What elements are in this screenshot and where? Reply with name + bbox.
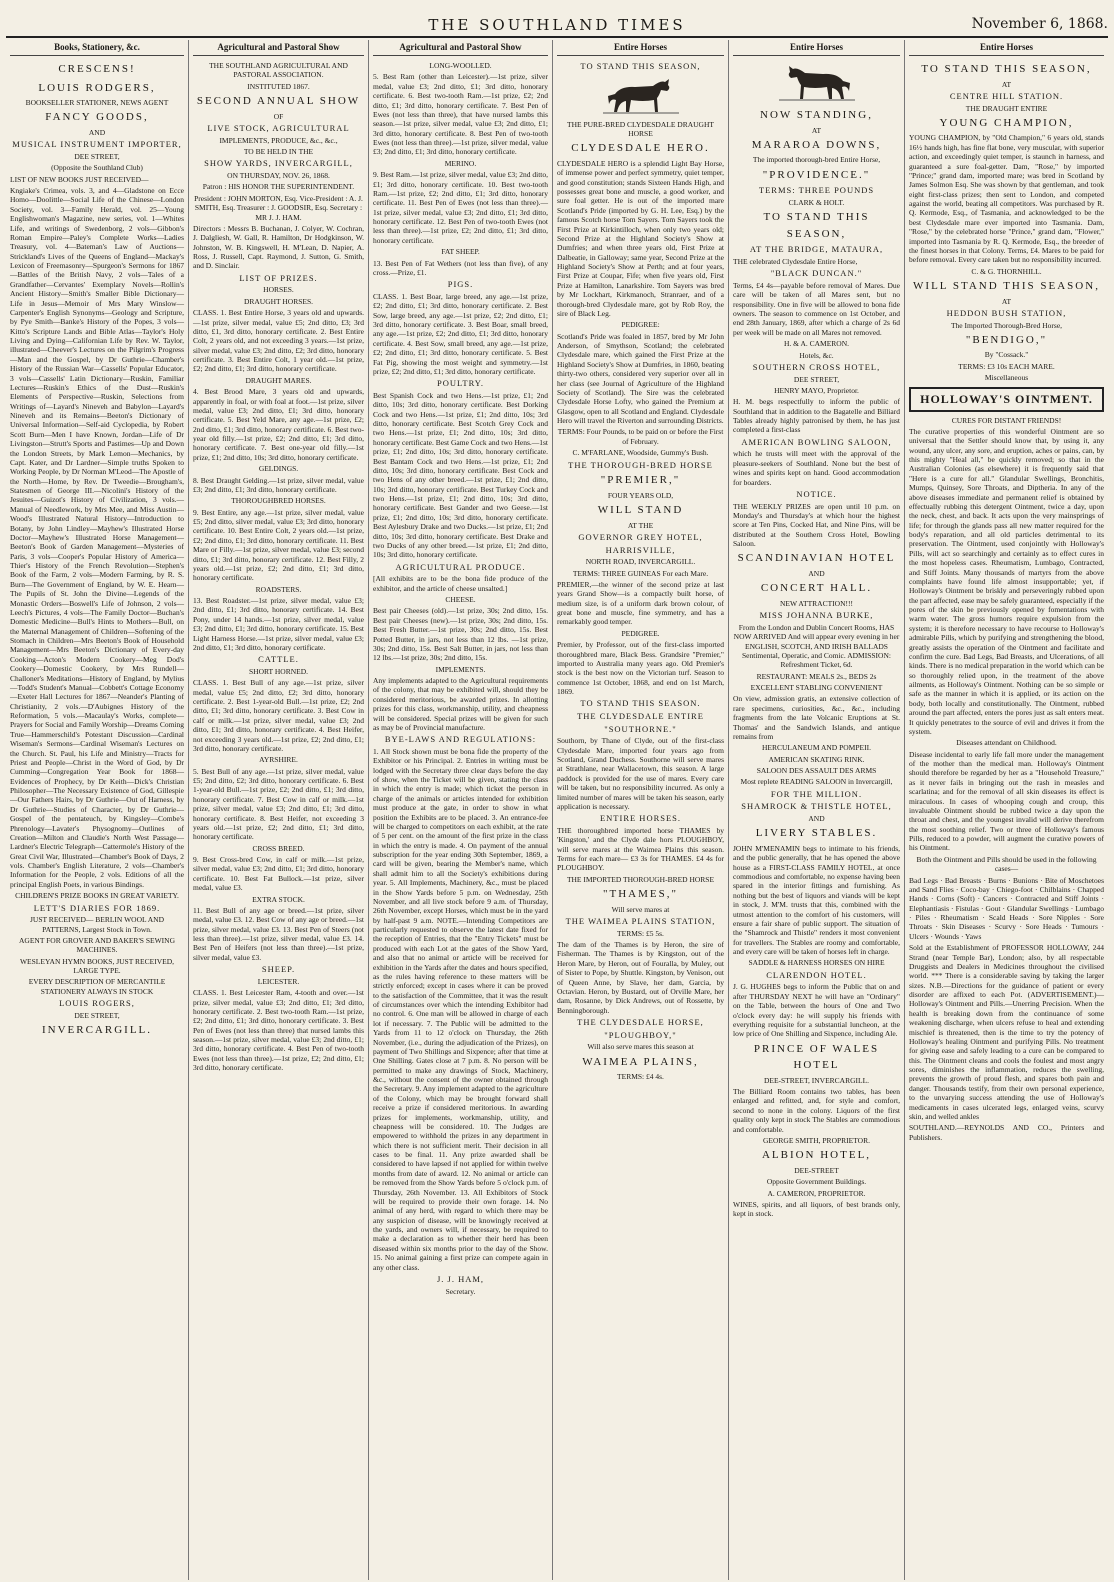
ad-text: 11. Best Bull of any age or breed.—1st prize, silver medal, value £3. 12. Best Cow of any age or breed.—1st prize, silver medal, value £3. 13. Best Pen of Steers (not less than three).—1st prize, silver medal, value £3. 14. Best Pen of Heifers (not less than three).—1st prize, silver medal, value £3. — [193, 905, 364, 962]
ad-heading: THE THOROUGH-BRED HORSE — [568, 459, 713, 470]
ad-text: THE WEEKLY PRIZES are open until 10 p.m. on Monday's and Thursday's at which hour the highest score at Ten Pins, Cocked Hat, and Nine Pins, will be distributed at the Southern Cross Hotel, Bowling Saloon. — [733, 501, 900, 548]
ad-text: MERINO. — [444, 158, 477, 168]
ad-text: 5. Best Ram (other than Leicester).—1st prize, silver medal, value £3; 2nd ditto, £1; 3rd ditto, honorary certificate. 6. Best two-tooth Ram.—1st prize, £2; 2nd ditto, £1; 3rd ditto, honorary certificate. 7. Best Pen of Ewes (not less than three), that have nursed lambs this season.—1st prize, silver medal, value £3; 2nd ditto, £1; 3rd ditto, honorary certificate. 8. Best Pen of two-tooth Ewes (not less than three).—1st prize, silver medal, value £3; 2nd ditto, £1; 3rd ditto, honorary certificate. — [373, 72, 548, 157]
ad-heading: "PREMIER," — [600, 474, 681, 487]
ad-text: AND — [808, 568, 825, 578]
ad-heading: CLYDESDALE HERO. — [571, 142, 710, 155]
ad-text: By "Cossack." — [984, 350, 1029, 360]
masthead — [6, 14, 1108, 34]
ad-heading: "PLOUGHBOY," — [604, 1029, 677, 1040]
ad-text: PEDIGREE: — [621, 320, 660, 330]
ad-heading: SCANDINAVIAN HOTEL — [737, 552, 896, 565]
ad-text: GELDINGS. — [258, 464, 299, 474]
ad-heading: WILL STAND THIS SEASON, — [913, 280, 1100, 292]
ad-text: 13. Best Roadster.—1st prize, silver medal, value £3; 2nd ditto, £1; 3rd ditto, honorary certificate. 14. Best Pony, under 14 hands.—1st prize, silver medal, value £3; 2nd ditto, £1; 3rd ditto, honorary certificate. 15. Best Light Harness Horse.—1st prize, silver medal, value £3; 2nd ditto, £1; 3rd ditto, honorary certificate. — [193, 596, 364, 652]
ad-text: Scotland's Pride was foaled in 1857, bred by Mr John Anderson, of Smythson, Scotland; the celebrated Clydesdale mare, which gained the First Prize at the Highland Society's Show at Dumfries, in 1860, beating thirty-two others, considered very superior over all in her class (see Journal of Agriculture of the Highland Society of Scotland). The Sire was the celebrated Clydesdale Horse Lofty, who gained the Premium at Glasgow, open to all Scotland and England. Clydesdale Hero will travel the Riverton and surrounding Districts. — [557, 331, 724, 425]
ad-heading: TERMS: THREE POUNDS — [758, 185, 875, 196]
ad-heading: MISS JOHANNA BURKE, — [759, 610, 874, 621]
ad-text: TERMS: £5 5s. — [617, 928, 664, 938]
ad-text: Sold at the Establishment of PROFESSOR HOLLOWAY, 244 Strand (near Temple Bar), London; also, by all respectable Druggists and Dealers in Medicines throughout the civilised world. *** There is a considerable saving by taking the larger sizes. N.B.—Directions for the guidance of patient or every disorder are affixed to each Pot. (ADVERTISEMENT.)—Holloway's Ointment and Pills.—Unerring Precision. When the health is breaking down from the continuance of some weakening discharge, when ulcers refuse to heal and extending mischief is threatened, then is the time to try the potency of Holloway's healing Ointment and purifying Pills. No treatment for giving ease and safely leading to a cure can be compared to this. The Ointment cleans and cools the foulest and most angry sores, diminishes the inflammation, reduces the swelling, prevents the growth of proud flesh, and spares both pain and danger. Thousands testify, from their own personal experience, to the unvarying success attending the use of Holloway's medicaments in cases ulcerated legs, enlarged veins, scurvy skin, and welled ankles — [909, 943, 1104, 1121]
ad-heading: TO STAND THIS SEASON. — [580, 698, 701, 709]
ad-text: 8. Best Draught Gelding.—1st prize, silver medal, value £3; 2nd ditto, £1; 3rd ditto, honorary certificate. — [193, 475, 364, 494]
ad-text: Best Spanish Cock and two Hens.—1st prize, £1; 2nd ditto, 10s; 3rd ditto, honorary certificate. Best Dorking Cock and two Hens.—1st prize, £1; 2nd ditto, 10s; 3rd ditto, honorary certificate. Best Scotch Grey Cock and two Hens.—1st prize, £1; 2nd ditto, 10s; 3rd ditto, honorary certificate. Best Game Cock and two Hens.—1st prize, £1; 2nd ditto, 10s; 3rd ditto, honorary certificate. Best Bantam Cock and two Hens.—1st prize, £1; 2nd ditto, 10s; 3rd ditto, honorary certificate. Best Cock and two Hens of any other breed.—1st prize, £1; 2nd ditto, 10s; 3rd ditto, honorary certificate. Best Turkey Cock and two Hens.—1st prize, £1; 2nd ditto, 10s; 3rd ditto, honorary certificate. Best Gander and two Geese.—1st prize, £1; 2nd ditto, 10s; 3rd ditto, honorary certificate. Best Aylesbury Drake and two Ducks.—1st prize, £1; 2nd ditto, 10s; 3rd ditto, honorary certificate. Best Drake and two Ducks of any other breed.—1st prize, £1; 2nd ditto, 10s; 3rd ditto, honorary certificate. — [373, 390, 548, 560]
ad-text: BOOKSELLER STATIONER, NEWS AGENT — [25, 98, 169, 107]
ad-text: THE PURE-BRED CLYDESDALE DRAUGHT HORSE — [567, 119, 714, 138]
ad-heading: MUSICAL INSTRUMENT IMPORTER, — [12, 139, 182, 150]
ad-text: EXTRA STOCK. — [252, 894, 305, 904]
ad-text: SOUTHLAND.—REYNOLDS AND CO., Printers and Publishers. — [909, 1123, 1104, 1142]
ad-text: AGENT FOR GROVER AND BAKER'S SEWING MACHINES. — [18, 935, 175, 955]
ad-text: AYRSHIRE. — [259, 755, 298, 765]
ad-text: SHORT HORNED. — [248, 666, 308, 676]
ad-text: 13. Best Pen of Fat Wethers (not less than five), of any cross.—Prize, £1. — [373, 258, 548, 277]
ad-text: Best pair Cheeses (old).—1st prize, 30s; 2nd ditto, 15s. Best pair Cheeses (new).—1st prize, 30s; 2nd ditto, 15s. Best Fresh Butter.—1st prize, 30s; 2nd ditto, 15s. Best Potted Butter, in jars, not less than 12 lbs. —1st prize, 30s; 2nd ditto, 15s. Best Salt Butter, in jars, not less than 12 lbs.—1st prize, 30s; 2nd ditto, 15s. — [373, 606, 548, 663]
ad-text: Most replete READING SALOON in Invercargill, — [740, 777, 893, 787]
ad-heading: LIST OF PRIZES. — [239, 272, 318, 283]
ad-text: FAT SHEEP. — [441, 247, 480, 257]
ad-heading: TO STAND THIS SEASON, — [921, 63, 1092, 75]
ad-text: C. M'FARLANE, Woodside, Gummy's Bush. — [572, 448, 709, 458]
column-4 — [553, 40, 729, 1580]
ad-text: 9. Best Cross-bred Cow, in calf or milk.—1st prize, silver medal, value £3; 2nd ditto, £1; 3rd ditto, honorary certificate. 10. Best Fat Bullock.—1st prize, silver medal, value £3. — [193, 855, 364, 893]
masthead-rule — [6, 36, 1108, 38]
ad-text: THE IMPORTED THOROUGH-BRED HORSE — [566, 874, 715, 884]
ad-text: 1. All Stock shown must be bona fide the property of the Exhibitor or his Principal. 2. Entries in writing must be lodged with the Secretary three clear days before the day of show, when the Ticket will be given, stating the class in which the entry is made; which ticket the person in charge of the animals or articles intended for exhibition must produce at the gate, in order to show in what position the Exhibits are to be placed. 3. An entrance-fee will be charged to competitors on each exhibit, at the rate of 5 per cent. on the amount of the first prize in the class in which the entry is made. 4. On payment of the annual subscription for the year ending 30th September, 1869, a card will be given, bearing the Member's name, which shall admit him to all the Society's exhibitions during year. 5. All Implements, Machinery, &c., must be placed in the Show Yards before 5 p.m. on Wednesday, 25th November, and all live stock before 9 a.m. of Thursday, 26th November, except Horses, which must be in the yard by half-past 9 a.m. NOTE.—Intending Competitors are particularly requested to observe the latest date fixed for the reception of Entries, that the "Entry Tickets" must be produced with each Lot at the gates of the Show Yard, and also that no animal or article will be received for exhibition in the Yards after the dates and hours specified, as the rules having reference to these matters will be strictly enforced; except in cases where it can be proved to the satisfaction of the Committee, that it was the result of circumstances over which the intending Exhibitor had no control. 6. One man will be allowed in charge of each lot if necessary. 7. The Public will be admitted to the Yards from 11 to 12 o'clock on Thursday, the 26th November, (i.e., during the adjudication of the Prizes), on payment of Two Shillings and Sixpence; after that time at One Shilling. Gates close at 7 p.m. 8. No person will be permitted to make any drawings of Stock, Machinery, &c., without the consent of the owner obtained through the Secretary. 9. Any implement adapted to the agriculture of the Colony, which may be brought forward shall receive a prize if considered meritorious. In awarding prizes for implements, workmanship, utility, and cheapness will be considered. 10. The Judges are empowered to withhold the prizes in any department in which there is not sufficient merit. Their decision in all cases to be final. 11. Any prize awarded shall be considered to have lapsed if not applied for within twelve months from date of award. 12. No animal or article can be removed from the Show Yards before 5 o'clock p.m. of Thursday, 26th November. 13. All Exhibitors of Stock will be required to provide their own forage. 14. No animal of any herd, with regard to which there may be any suspicion of disease, will be knowingly received at the yards, and owners will, if necessary, be required to make a declaration as to whether their herd has been diseased within six months prior to the day of the Show. 15. No animal gaining a first prize can compete again in any other class. — [373, 746, 548, 1272]
column-heading: Entire Horses — [557, 40, 724, 56]
ad-text: A. CAMERON, PROPRIETOR. — [767, 1188, 866, 1198]
ad-text: INSTITUTED 1867. — [247, 81, 310, 91]
ad-text: THE celebrated Clydesdale Entire Horse, — [733, 256, 858, 266]
ad-heading: SHAMROCK & THISTLE HOTEL, — [741, 801, 892, 812]
ad-text: WESLEYAN HYMN BOOKS, JUST RECEIVED, LARGE TYPE. — [19, 956, 175, 975]
ad-text: (Opposite the Southland Club) — [51, 163, 143, 173]
column-5 — [729, 40, 905, 1580]
ad-text: DEE STREET, — [74, 1010, 120, 1020]
ad-text: The curative properties of this wonderful Ointment are so universal that the Settler should know that, by using it, any wound, any ulcer, any sore, and eruption, aches or pains, can, by this mighty "Heal all," be quickly removed; so that in the Australian Colonies (as elsewhere) it is frequently said that "Here is a cure for all." Glandular Swellings, Bronchitis, Mumps, Quinsey, Sore Throats, and Diptheria. In any of the above diseases immediate and permanent relief is obtained by effectually rubbing this detergent Ointment, twice a day, upon the neck, chest, and back. It acts upon the very mainsprings of life; for through the glands pass all new matter required for the body's reparation, and all old particles detrimental to its preservation. The Ointment, used conjointly with Holloway's Pills, will act so searchingly and certainly as to effect cures in the most hopeless cases. Rheumatism, Lumbago, Contracted, and Stiff Joints. Many thousands of martyrs from the above complaints have found life almost insupportable; yet, if Holloway's Ointment be briskly and perseveringly rubbed upon the part affected, ease may be safely guaranteed, especially if the pores of the skin be previously opened by fomentations with warm water. The gross humors require expulsion from the system; it is therefore necessary to have recourse to Holloway's admirable Pills, which by purifying and strengthening the blood, greatly assists the operation of the Ointment and facilitate and confirm the cure. Bad Legs, Bad Breasts, and Ulcerations, of all kinds. There is no medical preparation in the world which can be so thoroughly relied upon, in the treatment of the above ailments, as Holloway's Ointment. Nothing can be so simple or safe as the manner in which it is applied, or its action on the body, both locally and constitutionally. The Ointment, rubbed around the part affected, enters the pores just as salt enters meat. It quickly penetrates to the source of evil and drives it from the system. — [909, 426, 1104, 736]
ad-text: AMERICAN SKATING RINK. — [768, 754, 865, 764]
ad-text: THOROUGHBRED HORSES. — [231, 496, 326, 506]
ad-heading: AT THE BRIDGE, MATAURA, — [749, 244, 884, 255]
ad-text: Bad Legs · Bad Breasts · Burns · Bunions · Bite of Moschetoes and Sand Flies · Coco-bay · Chiego-foot · Chilblains · Chapped Hands · Corns (Soft) · Cancers · Contracted and Stiff Joints · Elephantiasis · Fistulas · Gout · Glandular Swellings · Lumbago · Piles · Rheumatism · Scald Heads · Sore Nipples · Sore Throats · Skin Diseases · Scurvy · Sore Heads · Tumours · Ulcers · Wounds · Yaws — [909, 875, 1104, 941]
ad-text: JOHN M'MENAMIN begs to intimate to his friends, and the public generally, that he has opened the above house as a FIRST-CLASS FAMILY HOTEL, at once commodious and comfortable, no expense having been spared in the interior fittings and furnishing. As nothing but the best of liquors and viands will be kept in stock, J. M'M. trusts that this, combined with the utmost attention to the comfort of his customers, will ensure a fair share of public support. The situation of the "Shamrock and Thistle" renders it most convenient for travellers. The Stables are roomy and comfortable, and every care will be taken of horses left in charge. — [733, 843, 900, 956]
ad-text: NORTH ROAD, INVERCARGILL. — [585, 557, 696, 567]
ad-text: HENRY MAYO, Proprietor. — [774, 385, 859, 395]
ad-heading: LIVERY STABLES. — [755, 827, 878, 840]
ad-heading: WILL STAND — [597, 504, 684, 516]
ad-text: H. M. begs respectfully to inform the public of Southland that in addition to the Bagatelle and Billiard Tables already highly patronised by them, he has just completed a first-class — [733, 397, 900, 435]
ad-text: Diseases attendant on Childhood. — [956, 738, 1057, 748]
ad-heading: LOUIS RODGERS, — [38, 81, 156, 94]
ad-text: SALOON DES ASSAULT DES ARMS — [756, 766, 877, 775]
ad-text: HERCULANEUM AND POMPEII. — [762, 743, 871, 753]
ad-text: THE SOUTHLAND AGRICULTURAL AND PASTORAL ASSOCIATION. — [209, 61, 348, 80]
ad-text: Hotels, &c. — [799, 350, 834, 360]
ad-heading: ENTIRE HORSES. — [599, 813, 682, 824]
ad-heading: BYE-LAWS AND REGULATIONS: — [384, 734, 537, 745]
ad-text: WINES, spirits, and all liquors, of best brands only, kept in stock. — [733, 1199, 900, 1219]
ad-text: Miscellaneous — [984, 373, 1029, 383]
horse-illustration — [601, 74, 681, 118]
ad-text: CLASS. 1. Best Leicester Ram, 4-tooth and over.—1st prize, silver medal, value £3; 2nd ditto, £1; 3rd ditto, honorary certificate. 2. Best two-tooth Ram.—1st prize, £2; 2nd ditto, £1; 3rd ditto, honorary certificate. 3. Best Pen of Ewes (not less than three) that nursed lambs this season.—1st prize, silver medal, value £3; 2nd ditto, £1; 3rd ditto, honorary certificate. 4. Best Pen of two-tooth Ewes (not less than three).—1st prize, £2; 2nd ditto, £1; 3rd ditto, honorary certificate. — [193, 988, 364, 1073]
ad-text: The Billiard Room contains two tables, has been enlarged and refitted, and, for style and comfort, second to none in the colony. Liquors of the first quality only kept in stock The Stables are commodious and comfortable. — [733, 1087, 900, 1134]
ad-heading: "SOUTHORNE." — [604, 723, 677, 734]
ad-heading: HOLLOWAY'S OINTMENT. — [909, 387, 1104, 412]
ad-heading: POULTRY. — [437, 378, 484, 389]
ad-text: AT — [1001, 296, 1012, 306]
column-heading: Entire Horses — [909, 40, 1104, 56]
ad-heading: PRINCE OF WALES HOTEL — [753, 1042, 880, 1072]
ad-heading: SHEEP. — [261, 964, 296, 975]
column-heading: Entire Horses — [733, 40, 900, 56]
ad-heading: "PROVIDENCE." — [762, 168, 871, 181]
ad-text: DEE STREET, — [793, 374, 840, 384]
ad-heading: SHOW YARDS, INVERCARGILL, — [204, 158, 353, 169]
ad-text: 4. Best Brood Mare, 3 years old and upwards, apparently in foal, or with foal at foot.—1st prize, silver medal, value £3; 2nd ditto, £1; 3rd ditto, honorary certificate. 5. Best Yeld Mare, any age.—1st prize, £2; 2nd ditto, £1; 3rd ditto, honorary certificate. 6. Best two-year old filly.—1st prize, £2; 2nd ditto, £1; 3rd ditto, honorary certificate. 7. Best one-year old filly.—1st prize, £1; 2nd ditto, 10s; 3rd ditto, honorary certificate. — [193, 387, 364, 462]
ad-text: DRAUGHT MARES. — [245, 375, 312, 385]
ad-heading: CONCERT HALL. — [760, 582, 873, 595]
ad-text: CLASS. 1. Best Bull of any age.—1st prize, silver medal, value £5; 2nd ditto, £2; 3rd ditto, honorary certificate. 2. Best 1-year-old Bull.—1st prize, £2; 2nd ditto, £1; 3rd ditto, honorary certificate. 3. Best Cow in calf or milk.—1st prize, silver medal, value £3; 2nd ditto, £1; 3rd ditto, honorary certificate. 4. Best Heifer, not exceeding 3 years old.—1st prize, £2; 2nd ditto, £1; 3rd ditto, honorary certificate. — [193, 678, 364, 753]
ad-text: Any implements adapted to the Agricultural requirements of the colony, that may be exhibited will, should they be considered meritorious, be awarded prizes. In allotting prizes for this class, workmanship, utility, and cheapness will be considered. Special prizes will be given for such as may be of Provincial manufacture. — [373, 676, 548, 732]
ad-text: 5. Best Bull of any age.—1st prize, silver medal, value £5; 2nd ditto, £2; 3rd ditto, honorary certificate. 6. Best 1-year-old Bull.—1st prize, £2; 2nd ditto, £1; 3rd ditto, honorary certificate. 7. Best Cow in calf or milk.—1st prize, silver medal, value £3; 2nd ditto, £1; 3rd ditto, honorary certificate. 8. Best Heifer, not exceeding 3 years old.—1st prize, £2; 2nd ditto, £1; 3rd ditto, honorary certificate. — [193, 766, 364, 842]
ad-text: DEE-STREET — [794, 1165, 839, 1175]
ad-text: EXCELLENT STABLING CONVENIENT — [750, 683, 883, 692]
column-2 — [189, 40, 369, 1580]
ad-heading: J. J. HAM, — [436, 1273, 485, 1284]
column-heading: Books, Stationery, &c. — [10, 40, 184, 56]
ad-heading: ALBION HOTEL, — [761, 1149, 872, 1162]
ad-heading: THE WAIMEA PLAINS STATION, — [565, 916, 716, 926]
ad-text: LONG-WOOLLED. — [429, 61, 492, 70]
ad-text: CLARK & HOLT. — [788, 197, 845, 207]
horse-illustration — [777, 61, 857, 105]
ad-heading: THE CLYDESDALE HORSE, — [577, 1017, 704, 1027]
ad-text: TERMS: THREE GUINEAS For each Mare. — [572, 568, 709, 578]
ad-text: CHILDREN'S PRIZE BOOKS IN GREAT VARIETY. — [15, 891, 179, 901]
ad-text: PEDIGREE. — [621, 628, 660, 638]
ad-text: H. & A. CAMERON. — [783, 339, 849, 349]
ad-heading: CLARENDON HOTEL. — [766, 969, 867, 980]
ad-heading: FOR THE MILLION. — [770, 788, 863, 799]
ad-text: AND — [808, 814, 825, 823]
ad-heading: "BLACK DUNCAN." — [770, 268, 863, 279]
column-3 — [369, 40, 553, 1580]
ad-heading: LETT'S DIARIES FOR 1869. — [33, 902, 161, 913]
ad-text: The Imported Thorough-Bred Horse, — [950, 320, 1063, 330]
ad-text: AND — [88, 127, 106, 137]
ad-text: LEICESTER. — [257, 976, 300, 986]
ad-heading: NOTICE. — [796, 488, 837, 499]
ad-text: Kngiake's Crimea, vols. 3, and 4—Gladstone on Ecce Homo—Doolittle—Social Life of the Chinese—London Society, vol. 3—Family Herald, vol. 25—Young Englishwoman's Magazine, new series, vol. 1—Whites Life, and writings of Swedenborg, 2 vols—Gibbon's Roman Empire—Paley's Complete Works—Ladies Treasury, vol. 4—Bateman's Law of Auctions—Strickland's Lives of the Queens of England—Mackay's Lexicon of Freemasonry—Spurgeon's Sermons for 1867—Battles of the British Navy, 2 vols—Tales of a Grandfather—Cervantes' Exemplary Novels—Rollin's Ancient History—Smith's Smaller Bible Dictionary—Life in Jesus—Memoir of Mrs Mary Winslow—Carpenter's English Synonyms—Geology and Scripture, by Pye Smith—Banke's History of the Popes, 3 vols—Kitto's Scripture Lands and Bible Atlas—Taylor's Holy Living and Dying—Californian Life by Rev. W. Taylor, illustrated—Cheever's Lectures on the Pilgrim's Progress—Man and the Gospel, by Dr Guthrie—Chamber's History of the Russian War—Cassells' Popular Educator, 3 vols—Cassells' Latin Dictionary—Ruskin, Familiar Lectures—Ruskin's Ethics of the Dust—Ruskin's Elements of Perspective—Ruskin, Selections from Writings of—Layard's Nineveh and Babylon—Layard's Nineveh and its Remains—Beeton's Dictionary of Universal Information—Self-aid Cyclopedia, by Robert Scott Burn—Men I have Known, Jordan—Life of Dr Livingston—Strutt's Sports and Pastimes—Up and Down the London Streets, by Mark Lemon—Mechanics, by Capt. Kater, and Dr Lardner—Simple truths Spoken to Working People, by Dr Norman M'Leod—The Apostle of the North—Home, by Rev. Dr Tweedie—Brougham's, Statesmen of George III.—Nicolini's History of the Jesuites—Guizot's History of Civilization, 3 vols.—Manual of Needlework, by Mrs Mee, and Miss Austin—Wood's Illustrated Natural History—Introduction to Botany, by John Lindley—Mayhew's Illustrated Horse Doctor—Mayhew's Illustrated Horse Management—Beeton's Book of Garden Management—Mysteries of Paris, 3 vols—Cooper's Popular History of America—Thier's History of the French Revolution—Stephen's Book of the Farm, 2 vols—Modern Farming, by R. S. Burn—The Government of England, by W. E. Hearn—The Pupils of St. John the Divine—Legends of the Monastic Orders—Boswell's Life of Johnson, 2 vols—Leech's Pictures, 4 vols—The Family Doctor—Buchan's Domestic Medicine—Bull's Hints to Mothers—Bull, on the Maternal Management of Children—Softening of the Stomach in Children—Mrs Beeton's Book of Household Management—Mrs Beeton's Dictionary of Every-day Cooking—Acton's Modern Cookery—Meg Dod's Cookery—Domestic Cookery, by Mrs Rundell—Challoner's Meditations—History of England, by Mylius—Todd's Student's Manual—Cobbett's Cottage Economy—Exeter Hall Lectures for 1867—Neander's Planting of Christianity, 2 vols.—D'Aubignes History of the Reformation, 5 vols.—Macaulay's Works, complete—Prayers for Social and Family Worship—Dreams Coming True—Hammerschild's Potestant Discussion—Cardinal Wiseman's Sermons—Cardinal Wiseman's Lectures on the Church. St. Paul, his Life and Ministry—Tracts for Priest and People—Christ in the Word of God, by Dr Cumming—Congregation Year Book for 1868—Evidences of Prophecy, by Dr Keith—Dick's Christian Philosopher—The Necessary Existence of God, Gillespie—Our Fathers Hairs, by Dr Guthrie—Out of Harness, by Dr Guthrie—Studies of Character, by Dr Guthrie—Gospel of the pentateuch, by Kingsley—Combe's Phrenology—Lavater's Physognomy—Outlines of Creation—Milton and Claudie's North West Passage—Lardner's Electric Telegraph—Cattermole's History of the Great Civil War, Illustrated—Chamber's Book of Days, 2 vols. Chamber's English Literature, 2 vols—Chamber's Information for the People, 2 vols. Editions of all the principal English Poets, in various Bindings. — [10, 186, 184, 889]
ad-text: THE DRAUGHT ENTIRE — [965, 103, 1048, 113]
ad-text: Will serve mares at — [611, 904, 670, 914]
ad-text: FOUR YEARS OLD, — [607, 490, 674, 500]
ad-text: J. G. HUGHES begs to inform the Public that on and after THURSDAY NEXT he will have an "Ordinary" on the Table, between the hours of One and Two o'clock every day: he will supply his friends with everything requisite for a substantial luncheon, at the low price of One Shilling and Sixpence, including Ale. — [733, 982, 900, 1039]
ad-heading: HARRISVILLE, — [605, 544, 676, 555]
ad-text: RESTAURANT: MEALS 2s., BEDS 2s — [756, 671, 877, 681]
ad-heading: FANCY GOODS, — [45, 111, 149, 124]
ad-text: CROSS BREED. — [252, 843, 305, 853]
ad-heading: AMERICAN BOWLING SALOON, — [741, 436, 892, 447]
ad-text: DEE-STREET, INVERCARGILL. — [763, 1075, 870, 1085]
ad-text: On view, admission gratis, an extensive collection of rare specimens, curiosities, &c., &c., including fragments from the late Volcanic Eruptions at St. Thomas' and the Sandwich Islands, and antique remains from — [733, 694, 900, 741]
newspaper-title: THE SOUTHLAND TIMES — [428, 16, 686, 34]
column-heading: Agricultural and Pastoral Show — [193, 40, 364, 56]
ad-text: TERMS: Four Pounds, to be paid on or before the First of February. — [557, 427, 724, 446]
ad-text: TO BE HELD IN THE — [243, 147, 314, 156]
ad-heading: CENTRE HILL STATION. — [949, 90, 1064, 101]
ad-heading: "BENDIGO," — [965, 333, 1048, 346]
ad-heading: LOUIS ROGERS, — [59, 998, 135, 1009]
ad-heading: "THAMES," — [603, 888, 678, 901]
ad-heading: MARAROA DOWNS, — [751, 138, 882, 151]
ad-text: GEORGE SMITH, PROPRIETOR. — [763, 1135, 870, 1145]
ad-heading: INVERCARGILL. — [41, 1024, 153, 1037]
ad-text: NEW ATTRACTION!!! — [780, 598, 853, 608]
ad-text: CLASS. 1. Best Entire Horse, 3 years old and upwards.—1st prize, silver medal, value £5; 2nd ditto, £3; 3rd ditto, £1, 3rd ditto, honorary certificate. 2. Best Entire Colt, 2 years old, and not exceeding 3 years.—1st prize, silver medal, value £3; 2nd ditto, £2; 3rd ditto, honorary certificate. 3. Best Entire Colt, 1 year old.—1st prize, £2; 2nd ditto, £1; 3rd ditto, honorary certificate. — [193, 308, 364, 374]
columns — [6, 40, 1108, 1580]
ad-text: President : JOHN MORTON, Esq. Vice-President : A. J. SMITH, Esq. Treasurer : J. GOODSIR, Esq. Secretary : MR J. J. HAM. — [194, 193, 363, 222]
ad-text: Terms, £4 4s—payable before removal of Mares. Due care will be taken of all Mares sent, but no responsibility. One in five will be allowed to bona fide owners. The season to commence on 1st October, and end 28th January, 1869, after which a charge of 2s 6d per week will be made on all Mares not removed. — [733, 280, 900, 337]
ad-text: AT — [1001, 79, 1012, 89]
ad-text: CLYDESDALE HERO is a splendid Light Bay Horse, of immense power and perfect symmetry, quiet temper, and good constitution; stands Sixteen Hands High, and possesses great bone and muscle, a good worker, and sure foal getter. He is out of the imported mare Scotland's Pride (imported by G. H. Lee, Esq.) by the famous Scotch horse Tom Sayers. Tom Sayers took the First Prize at Kirkintilloch, when only two years old; Second Prize at the Highland Society's Show at Dumfries; and when three years old, First Prize at Dalbeatie, in Galloway; same year, Second Prize at the Highland Society's Show at Perth; and at four years, First Prize at Coupar, Fife; when five years old, First Prize at Hamilton, Lanarkshire. Tom Sayers was bred by Mr Lockhart, Kirkmanoch, Stranraer, and of a thorough-bred Clydesdale mare, got by Rob Roy, the sire of Black Leg. — [557, 158, 724, 318]
ad-text: TERMS: £3 10s EACH MARE. — [958, 361, 1055, 371]
ad-text: Both the Ointment and Pills should be used in the following cases— — [916, 854, 1097, 874]
ad-text: Opposite Government Buildings. — [766, 1177, 867, 1187]
ad-heading: TO STAND THIS SEASON, — [763, 211, 870, 240]
issue-date: November 6, 1868. — [971, 16, 1108, 32]
column-heading: Agricultural and Pastoral Show — [373, 40, 548, 56]
ad-text: ROADSTERS. — [255, 584, 302, 594]
ad-text: SADDLE & HARNESS HORSES ON HIRE — [748, 958, 885, 968]
ad-text: DEE STREET, — [74, 151, 120, 161]
ad-text: The dam of the Thames is by Heron, the sire of Fisherman. The Thames is by Kingston, out of the Heron Mare, by Heron, out of Fouralla, by Muley, out of Sister to Pope, by Shuttle. Kingston, by Venison, out of Queen Anne, by Slave, her dam, Garcia, by Octavian. Heron, by Bustard, out of Orville Mare, her dam, Rosanne, by Dick Andrews, out of Rossette, by Benningborough. — [557, 940, 724, 1015]
ad-text: AT THE — [627, 520, 654, 530]
ad-text: YOUNG CHAMPION, by "Old Champion," 6 years old, stands 16½ hands high, has fine flat bone, very muscular, with superior action, and exceedingly quiet temper, is staunch in harness, and guaranteed a sure foal-getter. Dam, "Rose," by imported "Prince;" grand dam, imported mare; was bred in Scotland by James Solmon Esq. She was shown by that gentleman, and took eight first-class prizes; then sent to London, and competed against the world, beating all competitors. Was purchased by R. Q. Kermode, Esq., of Tasmania, and acknowledged to be the best Clydesdale mare ever imported into Tasmania. Dam, "Rose," by the celebrated horse "Prince," grand dam, "Flower," imported into Tasmania by R. Q. Kermode, Esq., the breeder of the finest horses in that Colony. Terms, £4. Mares to be paid for before removal. Every care taken but no responsibility incurred. — [909, 133, 1104, 265]
ad-heading: PIGS. — [447, 279, 474, 290]
ad-text: AT — [811, 125, 822, 135]
ad-text: PREMIER,—the winner of the second prize at last years Grand Show—is a compactly built horse, of medium size, is of a uniform dark brown colour, of great bone and muscle, fine symmetry, and has a remarkably good temper. — [557, 579, 724, 627]
ad-text: TERMS: £4 4s. — [617, 1072, 664, 1082]
ad-text: 9. Best Entire, any age.—1st prize, silver medal, value £5; 2nd ditto, silver medal, value £3; 3rd ditto, honorary certificate. 10. Best Entire Colt, 2 years old.—1st prize, £2; 2nd ditto, £1; 3rd ditto, honorary certificate. 11. Best Mare or Filly.—1st prize, silver medal, value £3; second ditto, £1; 3rd ditto, honorary certificate. 12. Best Filly, 2 years old.—1st prize, £2; 2nd ditto, £1; 3rd ditto, honorary certificate. — [193, 507, 364, 583]
ad-text: EVERY DESCRIPTION OF MERCANTILE STATIONERY ALWAYS IN STOCK — [28, 977, 166, 996]
ad-text: IMPLEMENTS. — [435, 664, 486, 674]
column-1 — [6, 40, 189, 1580]
ad-text: C. & G. THORNHILL. — [971, 266, 1042, 276]
ad-text: Will also serve mares this season at — [587, 1042, 694, 1052]
ad-heading: CRESCENS! — [58, 63, 136, 75]
ad-text: which he trusts will meet with the approval of the pleasure-seekers of Southland. None but the best of wines and spirits kept on hand. Good accommodation for boarders. — [733, 449, 900, 487]
ad-heading: TO STAND THIS SEASON, — [580, 61, 701, 71]
ad-heading: WAIMEA PLAINS, — [582, 1055, 699, 1068]
ad-heading: SECOND ANNUAL SHOW — [196, 95, 361, 108]
ad-text: CURES FOR DISTANT FRIENDS! — [951, 415, 1062, 425]
ad-text: HORSES. — [263, 285, 294, 295]
ad-text: From the London and Dublin Concert Rooms, HAS NOW ARRIVED And will appear every evening in her ENGLISH, SCOTCH, AND IRISH BALLADS Sentimental, Operatic, and Comic. ADMISSION: Refreshment Ticket, 6d. — [733, 622, 900, 670]
ad-text: ON THURSDAY, NOV. 26, 1868. — [227, 171, 330, 180]
column-6 — [905, 40, 1108, 1580]
ad-heading: THE CLYDESDALE ENTIRE — [577, 711, 704, 721]
ad-text: Secretary. — [445, 1286, 476, 1296]
ad-text: THE thoroughbred imported horse THAMES by 'Kingston,' and the Clyde dale hors PLOUGHBOY, will serve mares at the Waimea Plains this season. Terms for each mare— £3 3s for THAMES. £4 4s for PLOUGHBOY. — [557, 825, 724, 873]
ad-heading: CATTLE. — [258, 654, 299, 665]
ad-text: DRAUGHT HORSES. — [243, 296, 314, 306]
ad-heading: GOVERNOR GREY HOTEL, — [578, 531, 703, 542]
ad-text: Directors : Messrs B. Buchanan, J. Colyer, W. Cochran, J. Dalgliesh, W. Gall, R. Hamilton, Dr Hodgkinson, W. Johnston, W. B. Kingswell, H. M'Lean, D. Napier, A. Ross, J. Russell, Capt. Raymond, J. Sutton, G. Smith, and D. Sinclair. — [193, 223, 364, 271]
ad-text: Patron : HIS HONOR THE SUPERINTENDENT. — [202, 182, 355, 192]
ad-text: 9. Best Ram.—1st prize, silver medal, value £3; 2nd ditto, £1; 3rd ditto, honorary certificate. 10. Best two-tooth Ram.—1st prize, £2; 2nd ditto, £1; 3rd ditto, honorary certificate. 11. Best Pen of Ewes (not less than three).—1st prize, silver medal, value £3; 2nd ditto, £1; 3rd ditto, honorary certificate. 12. Best Pen of two-tooth Ewes (not less than three).—1st prize, £2; 2nd ditto, £1; 3rd ditto, honorary certificate. — [373, 170, 548, 245]
ad-heading: HEDDON BUSH STATION, — [946, 307, 1067, 318]
ad-heading: YOUNG CHAMPION, — [939, 116, 1074, 129]
ad-text: JUST RECEIVED— BERLIN WOOL AND PATTERNS, Largest Stock in Town. — [29, 915, 165, 934]
ad-text: The imported thorough-bred Entire Horse, — [752, 155, 881, 165]
ad-text: IMPLEMENTS, PRODUCE, &c., &c., — [219, 135, 338, 145]
ad-text: Disease incidental to early life fall more under the management of the mother than the medical man. Holloway's Ointment should therefore be regarded by her as a "Household Treasure," as it never fails in bringing out the rash in measles and scarlatina; and for the removal of all skin diseases its effect is miraculous. In cases of whooping cough and croup, this invaluable Ointment should be rubbed twice a day upon the throat and chest, and the youngest invalid will derive therefrom the most soothing relief. Two or three of Holloway's famous Pills, reduced to a powder, will augment the curative powers of his Ointment. — [909, 749, 1104, 853]
ad-text: Premier, by Professor, out of the first-class imported thoroughbred mare, Black Bess. Grandsire "Premier," imported to Australia many years ago. Old Premier's stock is the best now on the Victorian turf. Season to commence 1st October, 1868, and end on 1st March, 1869. — [557, 640, 724, 696]
ad-text: CLASS. 1. Best Boar, large breed, any age.—1st prize, £2; 2nd ditto, £1; 3rd ditto, honorary certificate. 2. Best Sow, large breed, any age.—1st prize, £2; 2nd ditto, £1; 3rd ditto, honorary certificate. 3. Best Boar, small breed, any age.—1st prize, £2; 2nd ditto, £1; 3rd ditto, honorary certificate. 4. Best Sow, small breed, any age.—1st prize, £2; 2nd ditto, £1; 3rd ditto, honorary certificate. 5. Best Fat Pig, showing the most weight and symmetry.—1st prize, £2; 2nd ditto, £1; 3rd ditto, honorary certificate. — [373, 291, 548, 376]
ad-heading: SOUTHERN CROSS HOTEL, — [752, 361, 881, 372]
ad-text: LIST OF NEW BOOKS JUST RECEIVED— — [10, 174, 149, 184]
ad-text: [All exhibits are to be the bona fide produce of the exhibitor, and the article of cheese unsalted.] — [373, 574, 548, 593]
ad-heading: AGRICULTURAL PRODUCE. — [395, 561, 526, 572]
ad-text: Southorn, by Thane of Clyde, out of the first-class Clydesdale Mare, imported four years ago from Scotland, Grand Duchess. Southorne will serve mares at Strathlane, near Wallacetown, this season. A large paddock is provided for the use of mares. Every care will be taken, but no responsibility incurred. As only a limited number of mares will be taken his season, early application is necessary. — [557, 736, 724, 811]
ad-text: OF — [273, 111, 284, 121]
ad-heading: NOW STANDING, — [760, 109, 873, 121]
ad-text: CHEESE. — [445, 595, 476, 604]
ad-heading: LIVE STOCK, AGRICULTURAL — [207, 123, 350, 133]
